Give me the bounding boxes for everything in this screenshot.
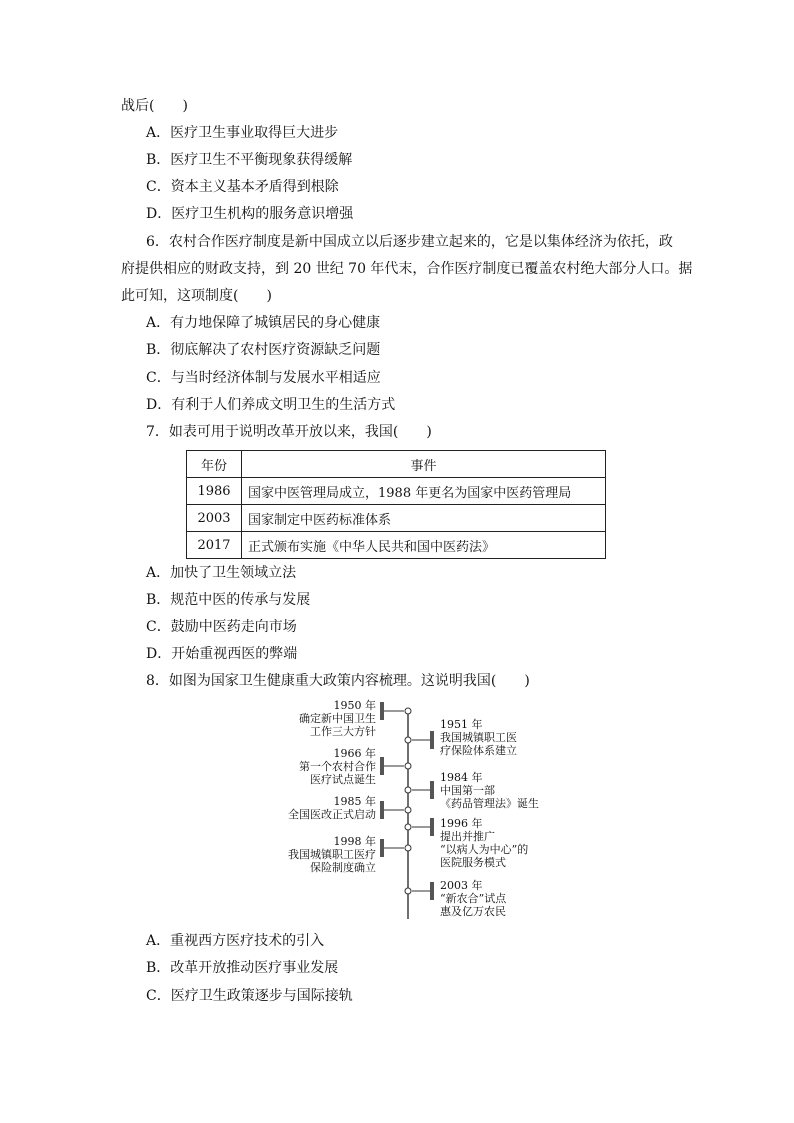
q6-option-b: B．彻底解决了农村医疗资源缺乏问题 (146, 342, 381, 358)
timeline-text: 工作三大方针 (310, 725, 376, 738)
timeline-year: 1998 年 (333, 835, 376, 848)
q5-stem-tail: 战后( ) (121, 98, 188, 114)
timeline-text: 全国医改正式启动 (288, 808, 376, 821)
q7-option-d: D．开始重视西医的弊端 (146, 646, 298, 662)
node-1998 (405, 845, 411, 851)
timeline-year: 1996 年 (440, 817, 483, 830)
timeline-entry-1985 (288, 795, 376, 821)
timeline-year: 1950 年 (333, 699, 376, 712)
timeline-entry-1950 (299, 699, 376, 738)
timeline-text: 提出并推广 (440, 830, 495, 843)
timeline-left-markers (380, 702, 411, 857)
timeline-text: 我国城镇职工医 (440, 731, 517, 744)
node-1985 (405, 807, 411, 813)
q6-stem-line3: 此可知，这项制度( ) (121, 288, 272, 304)
marker-bar-1996 (430, 818, 434, 836)
node-1996 (405, 824, 411, 830)
timeline-year: 1966 年 (333, 747, 376, 760)
q5-option-d: D．医疗卫生机构的服务意识增强 (146, 206, 354, 222)
marker-bar-1984 (430, 781, 434, 799)
q8-stem: 8．如图为国家卫生健康重大政策内容梳理。这说明我国( ) (146, 673, 530, 689)
timeline-year: 1985 年 (333, 795, 376, 808)
timeline-year: 1984 年 (440, 771, 483, 784)
q6-option-a: A．有力地保障了城镇居民的身心健康 (146, 315, 381, 331)
timeline-text: “以病人为中心”的 (440, 843, 529, 856)
q7-option-a: A．加快了卫生领域立法 (146, 565, 297, 581)
table-row (187, 505, 606, 532)
node-1984 (405, 787, 411, 793)
timeline-entry-1951 (440, 718, 517, 757)
q5-option-b: B．医疗卫生不平衡现象获得缓解 (146, 152, 353, 168)
timeline-text: 中国第一部 (440, 784, 495, 797)
table-row (187, 532, 606, 559)
timeline-text: 第一个农村合作 (299, 760, 376, 773)
timeline-text: “新农合”试点 (440, 892, 507, 905)
timeline-text: 医疗试点诞生 (310, 773, 376, 786)
node-1951 (405, 737, 411, 743)
table-cell-year: 1986 (187, 478, 242, 505)
node-2003 (405, 888, 411, 894)
timeline-text: 确定新中国卫生 (299, 712, 376, 725)
marker-bar-1950 (380, 702, 384, 720)
policy-timeline (270, 697, 570, 922)
q7-option-c: C．鼓励中医药走向市场 (146, 619, 297, 635)
q6-option-c: C．与当时经济体制与发展水平相适应 (146, 370, 381, 386)
timeline-entry-1996 (440, 817, 528, 869)
q8-option-c: C．医疗卫生政策逐步与国际接轨 (146, 988, 353, 1004)
table-cell-event: 正式颁布实施《中华人民共和国中医药法》 (242, 532, 606, 559)
q7-stem: 7．如表可用于说明改革开放以来，我国( ) (146, 424, 432, 440)
table-cell-year: 2003 (187, 505, 242, 532)
table-header-year: 年份 (187, 451, 242, 478)
timeline-entry-2003 (440, 879, 506, 918)
marker-bar-1998 (380, 839, 384, 857)
marker-bar-1951 (430, 731, 434, 749)
node-1950 (405, 708, 411, 714)
q6-stem-line2: 府提供相应的财政支持，到 20 世纪 70 年代末，合作医疗制度已覆盖农村绝大部分人口。据 (121, 261, 693, 277)
table-header-row (187, 451, 606, 478)
q8-option-a: A．重视西方医疗技术的引入 (146, 933, 325, 949)
q5-option-c: C．资本主义基本矛盾得到根除 (146, 179, 339, 195)
marker-bar-1966 (380, 757, 384, 775)
timeline-text: 我国城镇职工医疗 (288, 848, 376, 861)
q5-option-a: A．医疗卫生事业取得巨大进步 (146, 125, 339, 141)
timeline-right-markers (405, 731, 434, 900)
table-cell-event: 国家制定中医药标准体系 (242, 505, 606, 532)
node-1966 (405, 763, 411, 769)
timeline-entry-1998 (288, 835, 376, 874)
timeline-text: 保险制度确立 (310, 861, 376, 874)
timeline-text: 医院服务模式 (440, 856, 506, 869)
table-cell-event: 国家中医管理局成立，1988 年更名为国家中医药管理局 (242, 478, 606, 505)
table-row (187, 478, 606, 505)
q6-option-d: D．有利于人们养成文明卫生的生活方式 (146, 397, 396, 413)
q7-option-b: B．规范中医的传承与发展 (146, 592, 311, 608)
events-table (186, 450, 606, 559)
marker-bar-2003 (430, 882, 434, 900)
q6-stem-line1: 6．农村合作医疗制度是新中国成立以后逐步建立起来的，它是以集体经济为依托，政 (146, 234, 673, 250)
timeline-year: 1951 年 (440, 718, 483, 731)
q8-option-b: B．改革开放推动医疗事业发展 (146, 960, 339, 976)
timeline-text: 惠及亿万农民 (440, 905, 506, 918)
timeline-entry-1984 (440, 771, 539, 810)
timeline-entry-1966 (299, 747, 376, 786)
timeline-year: 2003 年 (440, 879, 483, 892)
timeline-text: 《药品管理法》诞生 (440, 797, 539, 810)
timeline-text: 疗保险体系建立 (440, 744, 517, 757)
table-header-event: 事件 (242, 451, 606, 478)
marker-bar-1985 (380, 801, 384, 819)
table-cell-year: 2017 (187, 532, 242, 559)
